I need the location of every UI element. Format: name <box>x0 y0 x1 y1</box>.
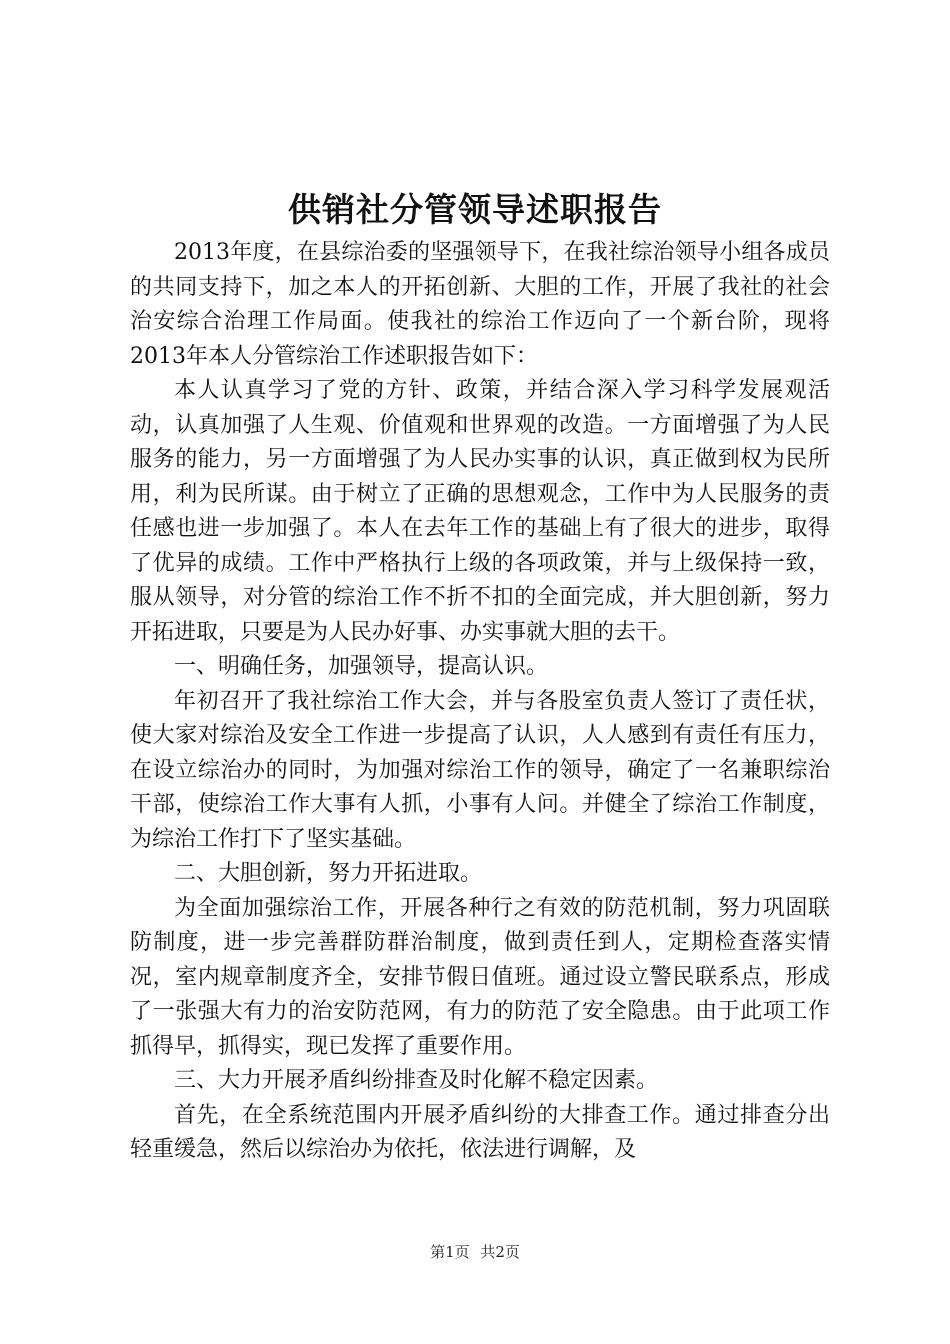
document-title: 供销社分管领导述职报告 <box>288 190 662 229</box>
section-heading-3: 三、大力开展矛盾纠纷排查及时化解不稳定因素。 <box>174 1068 659 1093</box>
page-number-total: 共2页 <box>480 1243 520 1261</box>
page-number-current: 第1页 <box>430 1243 470 1261</box>
document-body <box>130 236 830 1168</box>
paragraph-section-3: 首先，在全系统范围内开展矛盾纠纷的大排查工作。通过排查分出轻重缓急，然后以综治办为依托，依法进行调解，及 <box>130 1102 830 1162</box>
section-heading-1: 一、明确任务，加强领导，提高认识。 <box>174 654 549 679</box>
paragraph-intro: 2013年度，在县综治委的坚强领导下，在我社综治领导小组各成员的共同支持下，加之本人的开拓创新、大胆的工作，开展了我社的社会治安综合治理工作局面。使我社的综治工作迈向了一个新台阶，现将2013年本人分管综治工作述职报告如下： <box>130 240 830 369</box>
paragraph-study: 本人认真学习了党的方针、政策，并结合深入学习科学发展观活动，认真加强了人生观、价值观和世界观的改造。一方面增强了为人民服务的能力，另一方面增强了为人民办实事的认识，真正做到权为民所用，利为民所谋。由于树立了正确的思想观念，工作中为人民服务的责任感也进一步加强了。本人在去年工作的基础上有了很大的进步，取得了优异的成绩。工作中严格执行上级的各项政策，并与上级保持一致，服从领导，对分管的综治工作不折不扣的全面完成，并大胆创新，努力开拓进取，只要是为人民办好事、办实事就大胆的去干。 <box>130 378 830 645</box>
page-footer <box>0 1242 950 1262</box>
paragraph-section-1: 年初召开了我社综治工作大会，并与各股室负责人签订了责任状，使大家对综治及安全工作进一步提高了认识，人人感到有责任有压力，在设立综治办的同时，为加强对综治工作的领导，确定了一名兼职综治干部，使综治工作大事有人抓，小事有人问。并健全了综治工作制度，为综治工作打下了坚实基础。 <box>130 688 830 852</box>
section-heading-2: 二、大胆创新，努力开拓进取。 <box>174 861 483 886</box>
paragraph-section-2: 为全面加强综治工作，开展各种行之有效的防范机制，努力巩固联防制度，进一步完善群防群治制度，做到责任到人，定期检查落实情况，室内规章制度齐全，安排节假日值班。通过设立警民联系点，形成了一张强大有力的治安防范网，有力的防范了安全隐患。由于此项工作抓得早，抓得实，现已发挥了重要作用。 <box>130 895 830 1059</box>
